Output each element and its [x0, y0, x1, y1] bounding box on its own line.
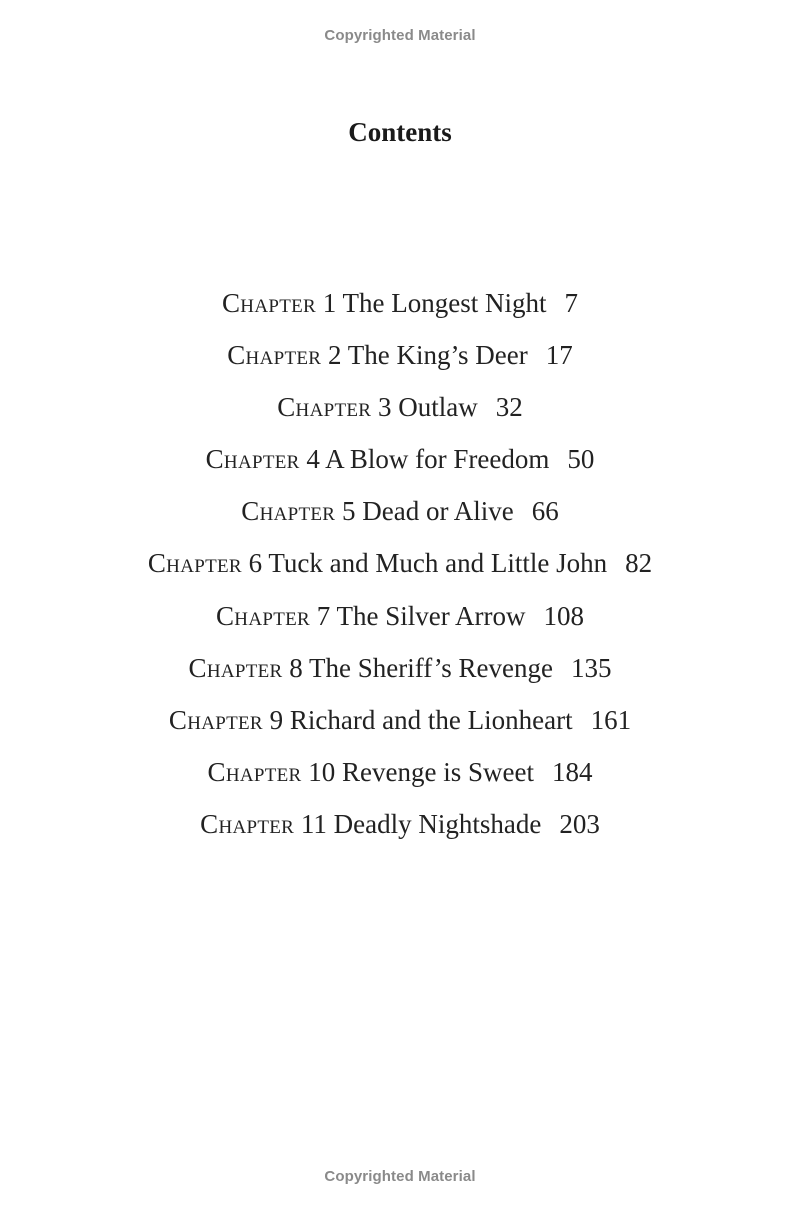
chapter-number: 2 [328, 340, 342, 371]
page-title: Contents [348, 117, 452, 147]
chapter-number: 5 [342, 496, 356, 527]
page-number: 203 [559, 808, 600, 839]
toc-entry-chapter-8 [0, 648, 800, 700]
chapter-title: Revenge is Sweet [342, 756, 534, 787]
page-number: 161 [590, 704, 632, 735]
toc-entry-chapter-6 [0, 543, 800, 595]
copyright-watermark-top: Copyrighted Material [324, 27, 476, 44]
toc-entry-chapter-3 [0, 387, 800, 439]
chapter-number: 9 [269, 704, 284, 735]
chapter-number: 6 [248, 548, 263, 579]
chapter-label: Chapter [216, 600, 311, 631]
toc-entry-chapter-9 [0, 700, 800, 752]
chapter-title: The Sheriff’s Revenge [309, 652, 553, 683]
chapter-number: 4 [306, 444, 320, 475]
chapter-title: The King’s Deer [347, 340, 528, 371]
toc-entry-chapter-5 [0, 491, 800, 543]
chapter-title: Dead or Alive [362, 496, 514, 527]
chapter-number: 1 [322, 288, 337, 318]
chapter-title: Tuck and Much and Little John [268, 548, 608, 579]
chapter-number: 7 [316, 600, 331, 631]
toc-entry-chapter-1 [0, 283, 800, 335]
chapter-label: Chapter [277, 392, 372, 423]
chapter-title: A Blow for Freedom [325, 444, 550, 475]
page-number: 17 [545, 340, 573, 371]
chapter-number: 10 [308, 756, 336, 787]
chapter-label: Chapter [241, 496, 336, 527]
chapter-title: The Longest Night [342, 288, 547, 318]
page-number: 50 [567, 444, 595, 475]
chapter-title: Deadly Nightshade [333, 808, 542, 839]
chapter-number: 3 [378, 392, 392, 423]
chapter-label: Chapter [200, 808, 295, 839]
table-of-contents [0, 283, 800, 856]
chapter-label: Chapter [207, 756, 302, 787]
chapter-title: The Silver Arrow [336, 600, 526, 631]
chapter-label: Chapter [227, 340, 322, 371]
page-number: 7 [564, 288, 578, 318]
chapter-label: Chapter [168, 704, 263, 735]
toc-entry-chapter-2 [0, 335, 800, 387]
toc-entry-chapter-11 [0, 804, 800, 856]
toc-entry-chapter-10 [0, 752, 800, 804]
page-number: 108 [543, 600, 584, 631]
chapter-label: Chapter [188, 652, 283, 683]
chapter-label: Chapter [205, 444, 300, 475]
chapter-number: 11 [300, 808, 327, 839]
page-number: 184 [551, 756, 593, 787]
chapter-label: Chapter [147, 548, 242, 579]
page-number: 66 [531, 496, 559, 527]
chapter-number: 8 [289, 652, 303, 683]
chapter-title: Outlaw [398, 392, 478, 423]
chapter-title: Richard and the Lionheart [289, 704, 573, 735]
chapter-label: Chapter [222, 288, 317, 318]
page-number: 135 [570, 652, 612, 683]
toc-entry-chapter-4 [0, 439, 800, 491]
toc-entry-chapter-7 [0, 596, 800, 648]
copyright-watermark-bottom: Copyrighted Material [324, 1168, 476, 1185]
page-number: 32 [495, 392, 523, 423]
page-number: 82 [625, 548, 653, 579]
